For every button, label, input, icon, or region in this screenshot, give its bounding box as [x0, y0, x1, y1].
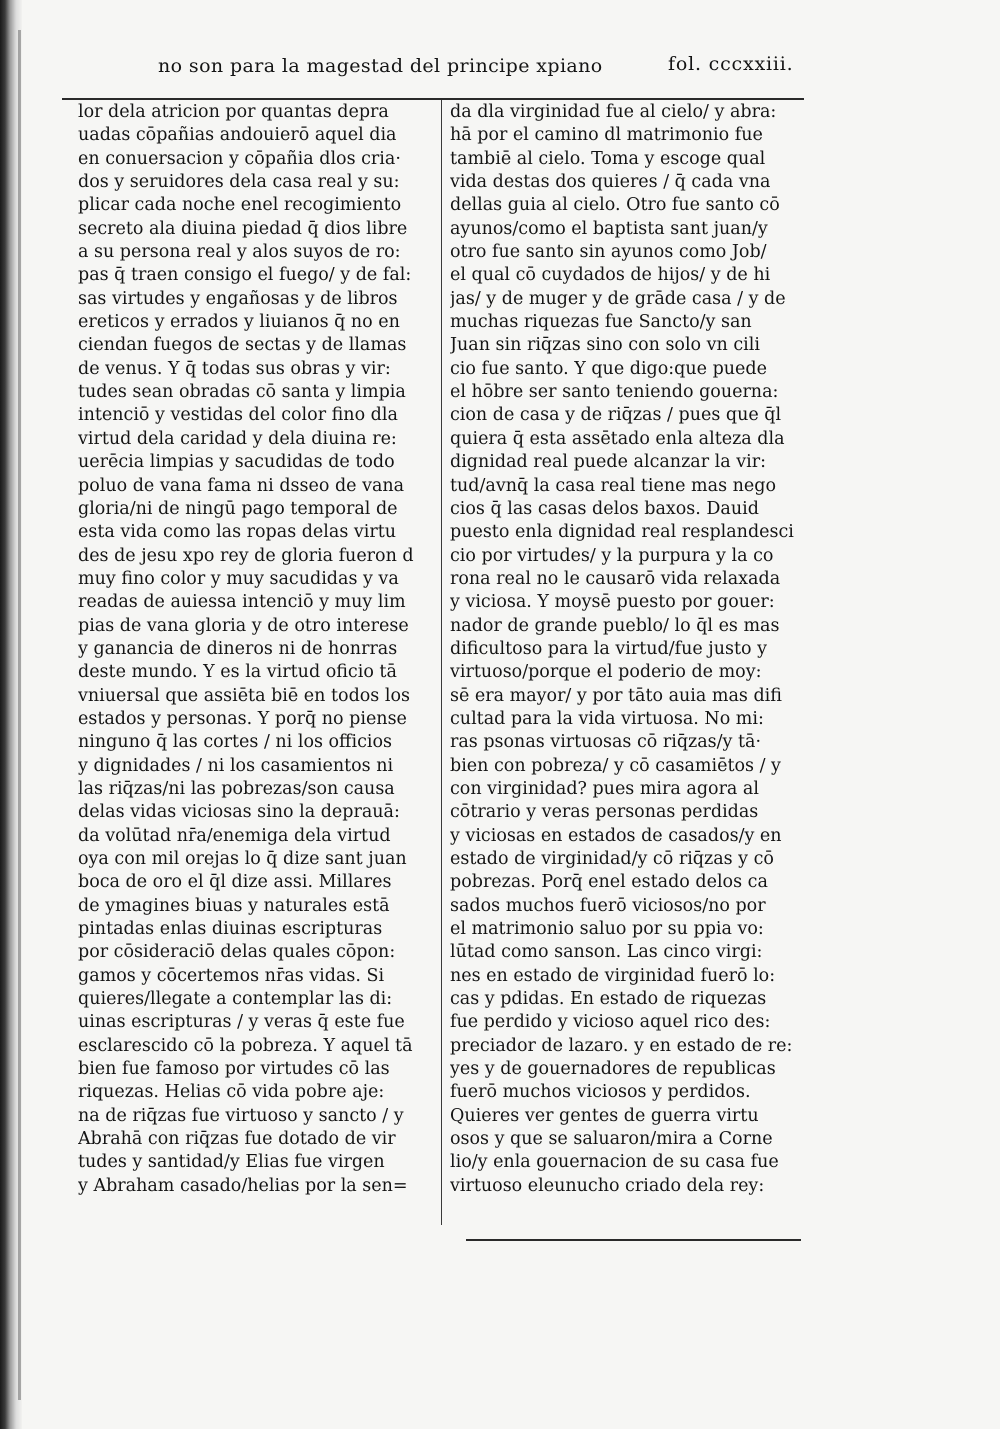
- text-line: virtuoso eleunucho criado dela rey:: [450, 1175, 765, 1196]
- text-line: ninguno q̄ las cortes / ni los officios: [78, 732, 393, 753]
- text-line: lūtad como sanson. Las cinco virgi:: [450, 942, 763, 963]
- text-line: boca de oro el q̄l dize assi. Millares: [78, 872, 392, 893]
- text-line: secreto ala diuina piedad q̄ dios libre: [78, 218, 408, 239]
- text-line: lio/y enla gouernacion de su casa fue: [450, 1152, 779, 1173]
- text-line: gamos y cōcertemos nr̄as vidas. Si: [78, 965, 385, 986]
- text-line: da volūtad nr̄a/enemiga dela virtud: [78, 825, 391, 846]
- text-line: uinas escripturas / y veras q̄ este fue: [78, 1012, 405, 1033]
- text-line: a su persona real y alos suyos de ro:: [78, 242, 401, 263]
- text-line: delas vidas viciosas sino la deprauā:: [78, 802, 400, 823]
- text-line: puesto enla dignidad real resplandesci: [450, 522, 794, 543]
- text-line: de venus. Y q̄ todas sus obras y vir:: [78, 358, 391, 379]
- text-line: uerēcia limpias y sacudidas de todo: [78, 452, 395, 473]
- text-line: en conuersacion y cōpañia dlos cria·: [78, 148, 401, 169]
- text-column-left: [78, 101, 430, 1231]
- text-line: readas de auiessa intenciō y muy lim: [78, 592, 406, 613]
- text-line: otro fue santo sin ayunos como Job/: [450, 242, 767, 263]
- text-line: sados muchos fuerō viciosos/no por: [450, 895, 766, 916]
- text-line: nes en estado de virginidad fuerō lo:: [450, 965, 776, 986]
- text-line: pobrezas. Porq̄ enel estado delos ca: [450, 872, 768, 893]
- text-line: rona real no le causarō vida relaxada: [450, 568, 781, 589]
- text-line: quiera q̄ esta assētado enla alteza dla: [450, 428, 785, 449]
- text-line: deste mundo. Y es la virtud oficio tā: [78, 662, 397, 683]
- text-line: uadas cōpañias andouierō aquel dia: [78, 125, 397, 146]
- text-line: por cōsideraciō delas quales cōpon:: [78, 942, 396, 963]
- text-line: ereticos y errados y liuianos q̄ no en: [78, 312, 400, 333]
- text-line: yes y de gouernadores de republicas: [450, 1059, 776, 1080]
- text-line: Juan sin riq̄zas sino con solo vn cili: [450, 335, 760, 356]
- text-line: cio por virtudes/ y la purpura y la co: [450, 545, 774, 566]
- text-column-right: [450, 101, 798, 1231]
- text-line: con virginidad? pues mira agora al: [450, 778, 759, 799]
- text-line: dos y seruidores dela casa real y su:: [78, 172, 400, 193]
- text-line: des de jesu xpo rey de gloria fueron d: [78, 545, 414, 566]
- text-line: riquezas. Helias cō vida pobre aje:: [78, 1082, 385, 1103]
- text-line: y viciosas en estados de casados/y en: [450, 825, 782, 846]
- text-line: virtud dela caridad y dela diuina re:: [78, 428, 397, 449]
- text-line: osos y que se saluaron/mira a Corne: [450, 1129, 773, 1150]
- text-line: jas/ y de muger y de grāde casa / y de: [450, 288, 786, 309]
- text-line: gloria/ni de ningū pago temporal de: [78, 498, 398, 519]
- folio-number: fol. cccxxiii.: [668, 53, 794, 75]
- text-line: ayunos/como el baptista sant juan/y: [450, 218, 768, 239]
- text-line: tudes sean obradas cō santa y limpia: [78, 382, 406, 403]
- text-line: plicar cada noche enel recogimiento: [78, 195, 402, 216]
- text-line: pias de vana gloria y de otro interese: [78, 615, 409, 636]
- text-line: vida destas dos quieres / q̄ cada vna: [450, 172, 771, 193]
- text-line: estado de virginidad/y cō riq̄zas y cō: [450, 849, 774, 869]
- text-line: tambiē al cielo. Toma y escoge qual: [450, 148, 766, 169]
- text-line: dignidad real puede alcanzar la vir:: [450, 452, 766, 473]
- text-line: y Abraham casado/helias por la sen=: [78, 1175, 408, 1196]
- text-line: oya con mil orejas lo q̄ dize sant juan: [78, 849, 407, 869]
- text-line: tudes y santidad/y Elias fue virgen: [78, 1152, 385, 1173]
- text-line: da dla virginidad fue al cielo/ y abra:: [450, 102, 777, 122]
- text-line: muchas riquezas fue Sancto/y san: [450, 312, 752, 333]
- text-line: esclarescido cō la pobreza. Y aquel tā: [78, 1035, 413, 1056]
- text-line: preciador de lazaro. y en estado de re:: [450, 1035, 793, 1056]
- text-line: vniuersal que assiēta biē en todos los: [78, 685, 410, 706]
- text-line: sas virtudes y engañosas y de libros: [78, 288, 398, 309]
- text-line: esta vida como las ropas delas virtu: [78, 522, 397, 543]
- text-line: dificultoso para la virtud/fue justo y: [450, 638, 767, 659]
- text-line: sē era mayor/ y por tāto auia mas difi: [450, 685, 782, 706]
- text-line: Abrahā con riq̄zas fue dotado de vir: [78, 1129, 396, 1150]
- text-line: lor dela atricion por quantas depra: [78, 102, 389, 122]
- text-line: el matrimonio saluo por su ppia vo:: [450, 919, 764, 940]
- page-shadow: [18, 30, 21, 1400]
- column-divider: [441, 100, 442, 1225]
- footer-rule: [466, 1239, 801, 1241]
- text-line: bien fue famoso por virtudes cō las: [78, 1059, 390, 1080]
- text-line: ras psonas virtuosas cō riq̄zas/y tā·: [450, 732, 762, 753]
- text-line: quieres/llegate a contemplar las di:: [78, 989, 393, 1010]
- text-line: fue perdido y vicioso aquel rico des:: [450, 1012, 771, 1033]
- text-line: cion de casa y de riq̄zas / pues que q̄l: [450, 405, 782, 426]
- text-line: virtuoso/porque el poderio de moy:: [450, 662, 762, 683]
- text-line: ciendan fuegos de sectas y de llamas: [78, 335, 407, 356]
- text-line: pintadas enlas diuinas escripturas: [78, 919, 383, 940]
- text-line: Quieres ver gentes de guerra virtu: [450, 1105, 759, 1126]
- text-line: y dignidades / ni los casamientos ni: [78, 755, 394, 776]
- text-line: el qual cō cuydados de hijos/ y de hi: [450, 265, 771, 286]
- text-line: de ymagines biuas y naturales estā: [78, 895, 390, 916]
- text-line: hā por el camino dl matrimonio fue: [450, 125, 763, 146]
- header-rule: [62, 98, 804, 100]
- text-line: bien con pobreza/ y cō casamiētos / y: [450, 755, 781, 776]
- text-line: el hōbre ser santo teniendo gouerna:: [450, 382, 779, 403]
- text-line: fuerō muchos viciosos y perdidos.: [450, 1082, 751, 1103]
- text-line: dellas guia al cielo. Otro fue santo cō: [450, 195, 780, 216]
- text-line: cio fue santo. Y que digo:que puede: [450, 358, 767, 379]
- text-line: las riq̄zas/ni las pobrezas/son causa: [78, 778, 395, 799]
- running-head: no son para la magestad del principe xpiano: [158, 55, 603, 77]
- text-line: cōtrario y veras personas perdidas: [450, 802, 759, 823]
- text-line: estados y personas. Y porq̄ no piense: [78, 708, 407, 729]
- text-line: muy fino color y muy sacudidas y va: [78, 568, 399, 589]
- text-line: cas y pdidas. En estado de riquezas: [450, 989, 767, 1010]
- text-line: na de riq̄zas fue virtuoso y sancto / y: [78, 1105, 404, 1126]
- text-line: y ganancia de dineros ni de honrras: [78, 638, 398, 659]
- text-line: tud/avnq̄ la casa real tiene mas nego: [450, 475, 776, 496]
- text-line: intenciō y vestidas del color fino dla: [78, 405, 398, 426]
- text-line: poluo de vana fama ni dsseo de vana: [78, 475, 405, 496]
- text-line: nador de grande pueblo/ lo q̄l es mas: [450, 615, 780, 636]
- text-line: cios q̄ las casas delos baxos. Dauid: [450, 498, 759, 519]
- text-line: y viciosa. Y moysē puesto por gouer:: [450, 592, 775, 613]
- text-line: cultad para la vida virtuosa. No mi:: [450, 708, 764, 729]
- text-line: pas q̄ traen consigo el fuego/ y de fal:: [78, 265, 412, 286]
